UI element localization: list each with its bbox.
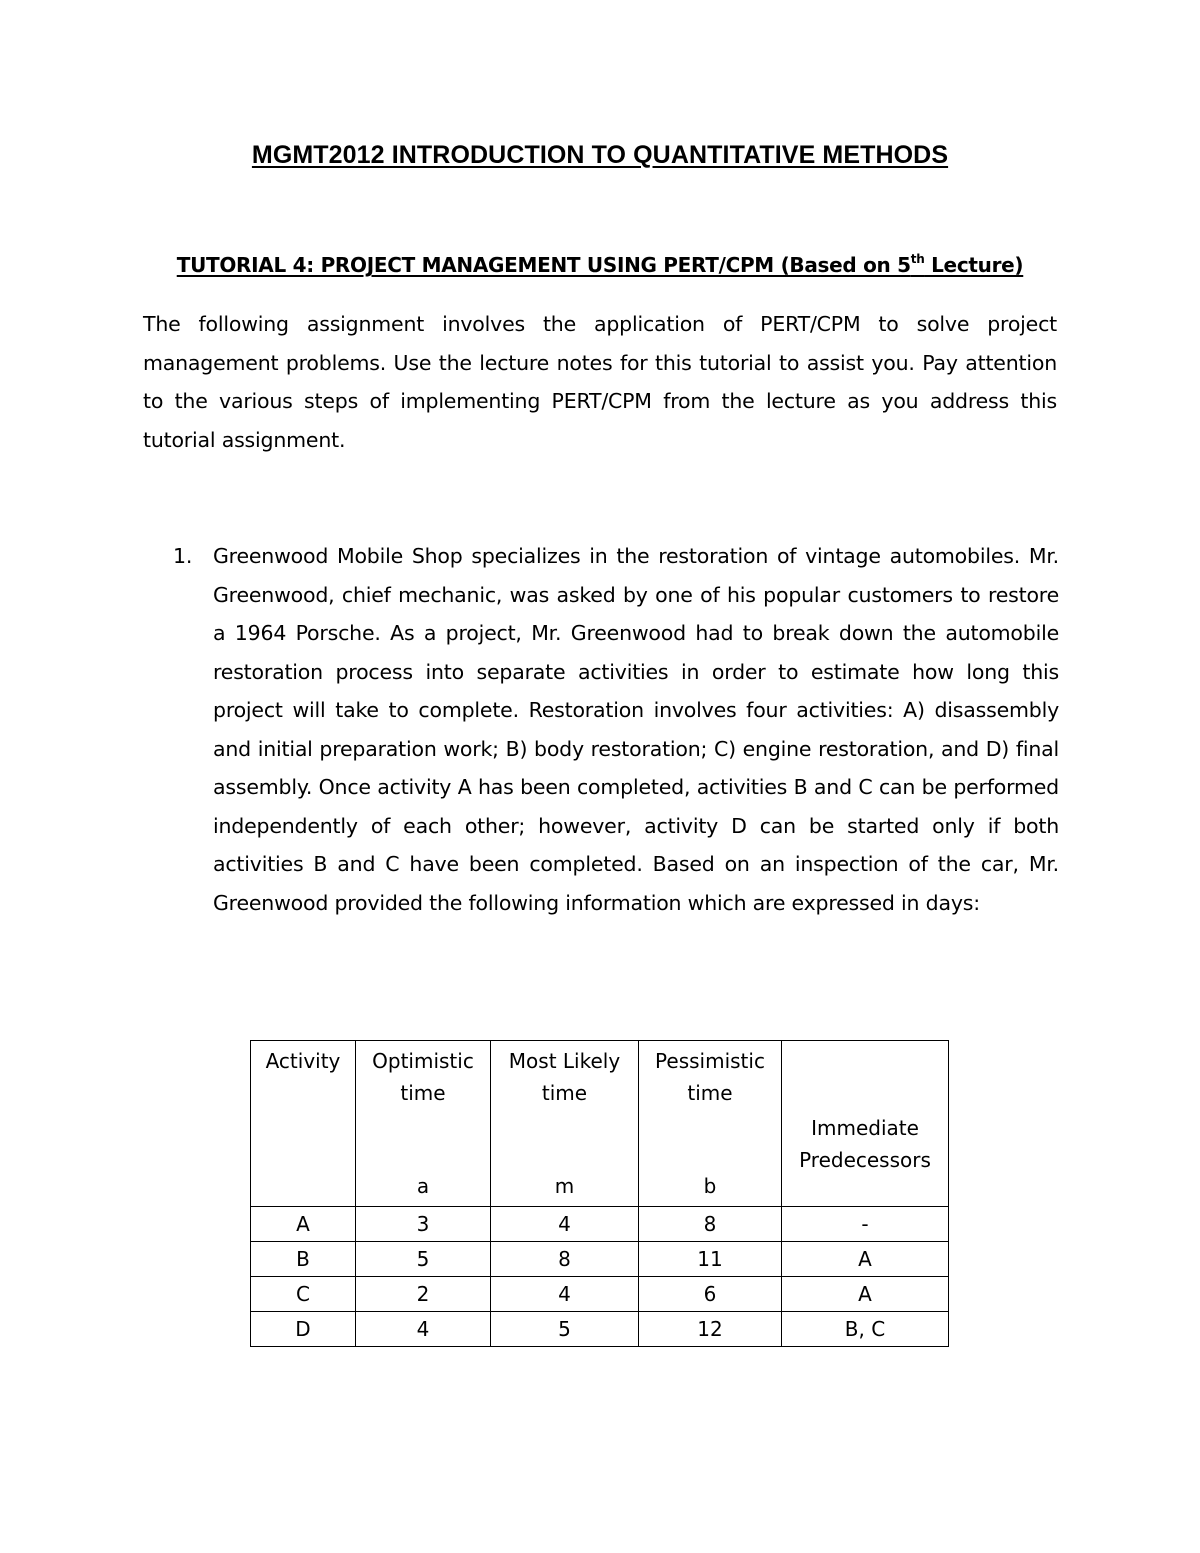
header-optimistic-line2: time — [400, 1081, 446, 1105]
header-optimistic-symbol: a — [416, 1174, 430, 1198]
intro-paragraph: The following assignment involves the application of PERT/CPM to solve project management problems. Use the lecture notes for this tutorial to assist you. Pay attention to the various steps of implementing PERT/CPM from the lecture as you address this tutorial assignment. — [143, 312, 1057, 452]
cell-most-likely: 8 — [491, 1242, 639, 1277]
header-pessimistic-line2: time — [687, 1081, 733, 1105]
cell-activity: D — [251, 1312, 356, 1347]
header-most-likely-line1: Most Likely — [508, 1049, 621, 1073]
cell-most-likely: 5 — [491, 1312, 639, 1347]
cell-pessimistic: 12 — [639, 1312, 782, 1347]
table-row — [251, 1312, 949, 1347]
header-most-likely — [491, 1041, 639, 1207]
header-pessimistic — [639, 1041, 782, 1207]
table-header-row — [251, 1041, 949, 1207]
header-predecessors-line1: Immediate — [811, 1115, 919, 1140]
header-optimistic-line1: Optimistic — [372, 1049, 474, 1073]
header-predecessors — [782, 1041, 949, 1207]
header-most-likely-line2: time — [541, 1081, 588, 1105]
question-text: Greenwood Mobile Shop specializes in the restoration of vintage automobiles. Mr. Greenwood, chief mechanic, was asked by one of his popular customers to restore a 1964 Porsche. As a project, Mr. Greenwood had to break down the automobile restoration process into separate activities in order to estimate how long this project will take to complete. Restoration involves four activities: A) disassembly and initial preparation work; B) body restoration; C) engine restoration, and D) final assembly. Once activity A has been completed, activities B and C can be performed independently of each other; however, activity D can be started only if both activities B and C have been completed. Based on an inspection of the car, Mr. Greenwood provided the following information which are expressed in days: — [213, 544, 1059, 915]
header-predecessors-line2: Predecessors — [799, 1147, 931, 1172]
header-activity — [251, 1041, 356, 1207]
cell-optimistic: 4 — [356, 1312, 491, 1347]
header-optimistic — [356, 1041, 491, 1207]
header-most-likely-symbol: m — [554, 1174, 575, 1198]
header-pessimistic-symbol: b — [703, 1174, 717, 1198]
cell-predecessors: A — [782, 1277, 949, 1312]
table-row — [251, 1242, 949, 1277]
cell-predecessors: - — [782, 1207, 949, 1242]
cell-pessimistic: 11 — [639, 1242, 782, 1277]
question-number: 1. — [173, 544, 193, 568]
tutorial-title-suffix: Lecture) — [924, 253, 1024, 277]
cell-predecessors: B, C — [782, 1312, 949, 1347]
cell-activity: C — [251, 1277, 356, 1312]
cell-optimistic: 5 — [356, 1242, 491, 1277]
cell-most-likely: 4 — [491, 1277, 639, 1312]
cell-optimistic: 2 — [356, 1277, 491, 1312]
cell-pessimistic: 8 — [639, 1207, 782, 1242]
tutorial-title-superscript: th — [910, 252, 925, 266]
cell-pessimistic: 6 — [639, 1277, 782, 1312]
cell-activity: A — [251, 1207, 356, 1242]
cell-activity: B — [251, 1242, 356, 1277]
tutorial-title-prefix: TUTORIAL 4: PROJECT MANAGEMENT USING PERT/CPM (Based on 5 — [176, 253, 911, 277]
header-activity-label: Activity — [265, 1049, 341, 1073]
question-1 — [173, 537, 1059, 922]
table-row — [251, 1277, 949, 1312]
cell-optimistic: 3 — [356, 1207, 491, 1242]
course-title: MGMT2012 INTRODUCTION TO QUANTITATIVE METHODS — [251, 141, 949, 169]
pert-activity-table — [250, 1040, 949, 1347]
table-row — [251, 1207, 949, 1242]
cell-most-likely: 4 — [491, 1207, 639, 1242]
tutorial-title — [0, 252, 1200, 277]
cell-predecessors: A — [782, 1242, 949, 1277]
header-pessimistic-line1: Pessimistic — [655, 1049, 765, 1073]
